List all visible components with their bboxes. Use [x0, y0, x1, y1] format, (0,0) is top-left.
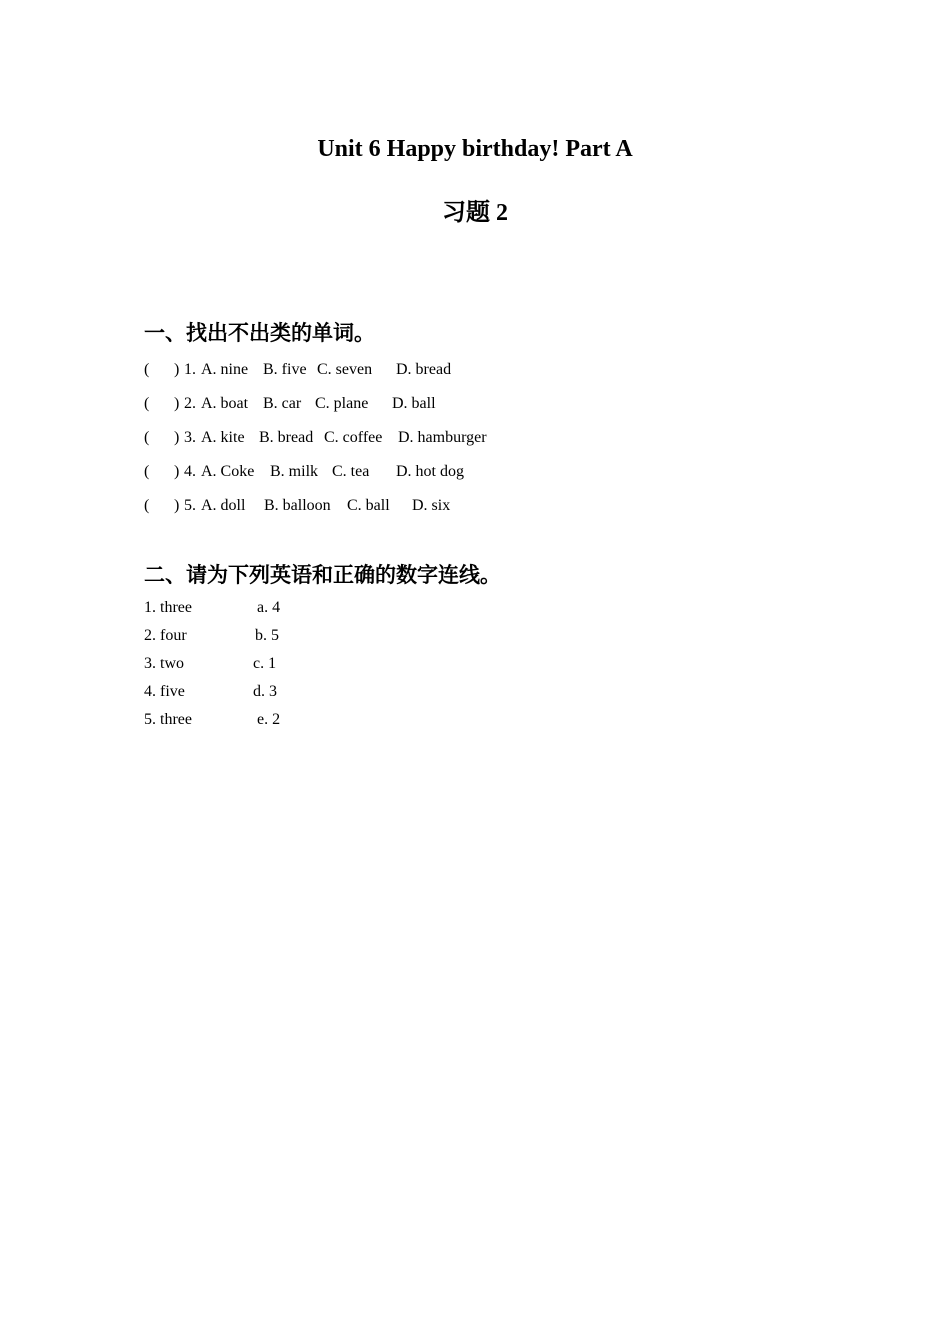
- option-b: B. balloon: [264, 497, 331, 514]
- option-a: A. nine: [201, 361, 249, 378]
- option-d: D. hamburger: [398, 429, 487, 446]
- english-word: 1. three: [144, 599, 192, 616]
- answer-blank-open: (: [144, 429, 150, 446]
- number-choice: c. 1: [253, 655, 277, 672]
- page-subtitle: 习题 2: [442, 200, 508, 226]
- option-c: C. seven: [317, 361, 373, 378]
- answer-blank-close: ): [174, 497, 180, 514]
- english-word: 4. five: [144, 683, 185, 700]
- answer-blank-open: (: [144, 361, 150, 378]
- option-d: D. bread: [396, 361, 452, 378]
- number-choice: a. 4: [257, 599, 281, 616]
- answer-blank-open: (: [144, 395, 150, 412]
- question-number: 1.: [184, 361, 196, 378]
- number-choice: b. 5: [255, 627, 279, 644]
- option-c: C. ball: [347, 497, 390, 514]
- option-d: D. ball: [392, 395, 436, 412]
- option-c: C. tea: [332, 463, 370, 480]
- number-choice: d. 3: [253, 683, 277, 700]
- option-d: D. hot dog: [396, 463, 464, 480]
- option-b: B. bread: [259, 429, 314, 446]
- section-1-heading: 一、找出不出类的单词。: [144, 321, 375, 345]
- option-a: A. boat: [201, 395, 249, 412]
- question-number: 3.: [184, 429, 196, 446]
- option-a: A. Coke: [201, 463, 255, 480]
- question-number: 2.: [184, 395, 196, 412]
- english-word: 3. two: [144, 655, 184, 672]
- section-2-heading: 二、请为下列英语和正确的数字连线。: [144, 563, 501, 587]
- answer-blank-open: (: [144, 497, 150, 514]
- answer-blank-close: ): [174, 395, 180, 412]
- number-choice: e. 2: [257, 711, 281, 728]
- option-b: B. car: [263, 395, 302, 412]
- option-a: A. kite: [201, 429, 245, 446]
- english-word: 2. four: [144, 627, 187, 644]
- option-d: D. six: [412, 497, 451, 514]
- option-c: C. coffee: [324, 429, 383, 446]
- page-title: Unit 6 Happy birthday! Part A: [317, 136, 633, 162]
- answer-blank-close: ): [174, 429, 180, 446]
- question-number: 5.: [184, 497, 196, 514]
- question-number: 4.: [184, 463, 196, 480]
- english-word: 5. three: [144, 711, 192, 728]
- option-a: A. doll: [201, 497, 246, 514]
- answer-blank-close: ): [174, 361, 180, 378]
- option-b: B. milk: [270, 463, 319, 480]
- answer-blank-open: (: [144, 463, 150, 480]
- option-c: C. plane: [315, 395, 369, 412]
- answer-blank-close: ): [174, 463, 180, 480]
- option-b: B. five: [263, 361, 307, 378]
